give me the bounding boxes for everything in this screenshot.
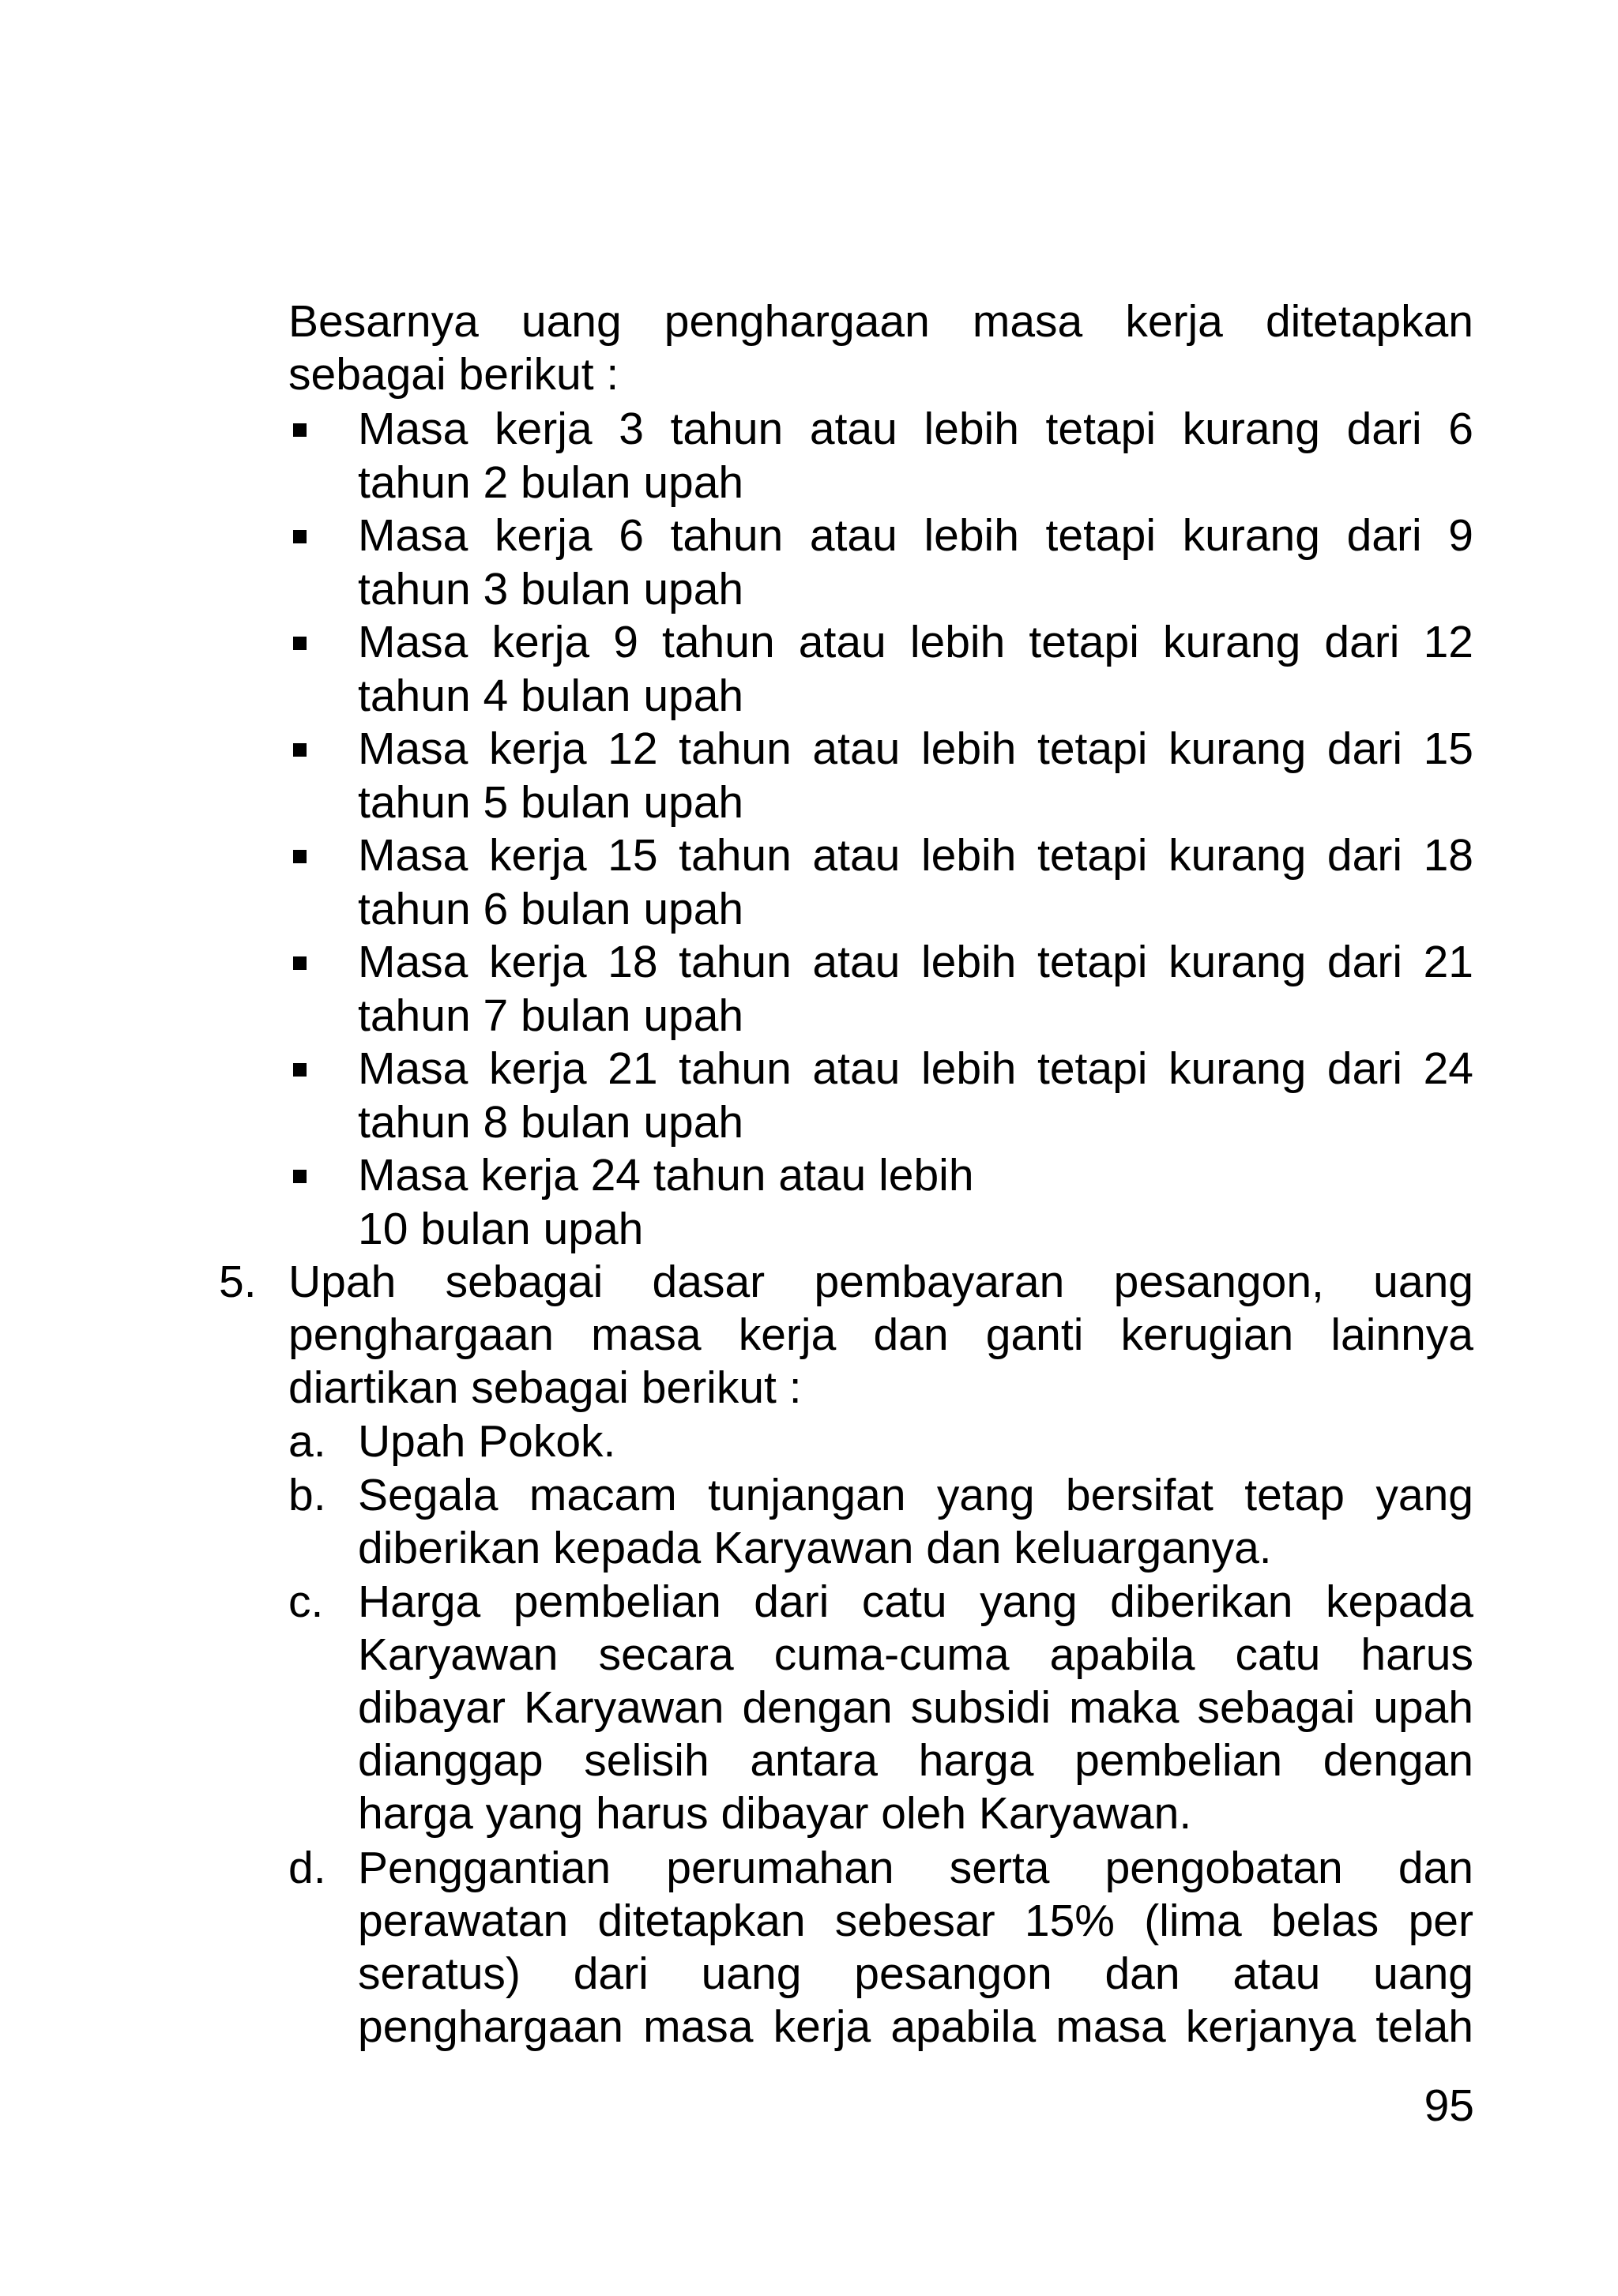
bracket-line: tahun 8 bulan upah	[358, 1097, 744, 1148]
bracket-line: Masa kerja 9 tahun atau lebih tetapi kurang dari 12	[358, 617, 1473, 667]
bullet-icon	[293, 423, 307, 437]
sub-item-marker: c.	[288, 1576, 324, 1627]
bullet-icon	[293, 1063, 307, 1077]
sub-item-line: perawatan ditetapkan sebesar 15% (lima belas per	[358, 1896, 1473, 1946]
bullet-icon	[293, 637, 307, 650]
bullet-icon	[293, 1170, 307, 1183]
bracket-line: tahun 7 bulan upah	[358, 990, 744, 1041]
list-number: 5.	[219, 1257, 257, 1307]
bracket-line: 10 bulan upah	[358, 1204, 644, 1254]
bullet-icon	[293, 743, 307, 757]
bracket-line: tahun 5 bulan upah	[358, 777, 744, 828]
sub-item-line: penghargaan masa kerja apabila masa kerjanya telah	[358, 2001, 1473, 2052]
page-number: 95	[1424, 2080, 1474, 2131]
sub-item-marker: b.	[288, 1470, 326, 1520]
item5-line: penghargaan masa kerja dan ganti kerugian lainnya	[288, 1310, 1473, 1360]
sub-item-line: Segala macam tunjangan yang bersifat tetap yang	[358, 1470, 1473, 1520]
bracket-line: Masa kerja 3 tahun atau lebih tetapi kurang dari 6	[358, 404, 1473, 454]
bracket-line: tahun 3 bulan upah	[358, 564, 744, 614]
bracket-line: tahun 6 bulan upah	[358, 884, 744, 934]
bracket-line: Masa kerja 21 tahun atau lebih tetapi kurang dari 24	[358, 1043, 1473, 1094]
sub-item-line: Penggantian perumahan serta pengobatan dan	[358, 1843, 1473, 1893]
sub-item-line: Karyawan secara cuma-cuma apabila catu harus	[358, 1629, 1473, 1680]
sub-item-line: diberikan kepada Karyawan dan keluarganya.	[358, 1523, 1272, 1573]
item5-line: diartikan sebagai berikut :	[288, 1362, 802, 1413]
intro-line: sebagai berikut :	[288, 349, 619, 400]
bracket-line: tahun 4 bulan upah	[358, 671, 744, 721]
bracket-line: Masa kerja 6 tahun atau lebih tetapi kurang dari 9	[358, 510, 1473, 561]
sub-item-line: harga yang harus dibayar oleh Karyawan.	[358, 1788, 1192, 1839]
sub-item-marker: d.	[288, 1843, 326, 1893]
bullet-icon	[293, 956, 307, 970]
sub-item-marker: a.	[288, 1416, 326, 1467]
bracket-line: Masa kerja 15 tahun atau lebih tetapi kurang dari 18	[358, 830, 1473, 881]
bullet-icon	[293, 850, 307, 863]
bracket-line: tahun 2 bulan upah	[358, 457, 744, 508]
sub-item-line: seratus) dari uang pesangon dan atau uang	[358, 1948, 1473, 1999]
sub-item-line: Upah Pokok.	[358, 1416, 616, 1467]
sub-item-line: Harga pembelian dari catu yang diberikan kepada	[358, 1576, 1473, 1627]
bracket-line: Masa kerja 18 tahun atau lebih tetapi kurang dari 21	[358, 937, 1473, 987]
bracket-line: Masa kerja 12 tahun atau lebih tetapi kurang dari 15	[358, 723, 1473, 774]
intro-line: Besarnya uang penghargaan masa kerja ditetapkan	[288, 296, 1473, 347]
bullet-icon	[293, 530, 307, 543]
bracket-line: Masa kerja 24 tahun atau lebih	[358, 1150, 974, 1201]
sub-item-line: dibayar Karyawan dengan subsidi maka sebagai upah	[358, 1682, 1473, 1733]
item5-line: Upah sebagai dasar pembayaran pesangon, uang	[288, 1257, 1473, 1307]
sub-item-line: dianggap selisih antara harga pembelian dengan	[358, 1735, 1473, 1786]
